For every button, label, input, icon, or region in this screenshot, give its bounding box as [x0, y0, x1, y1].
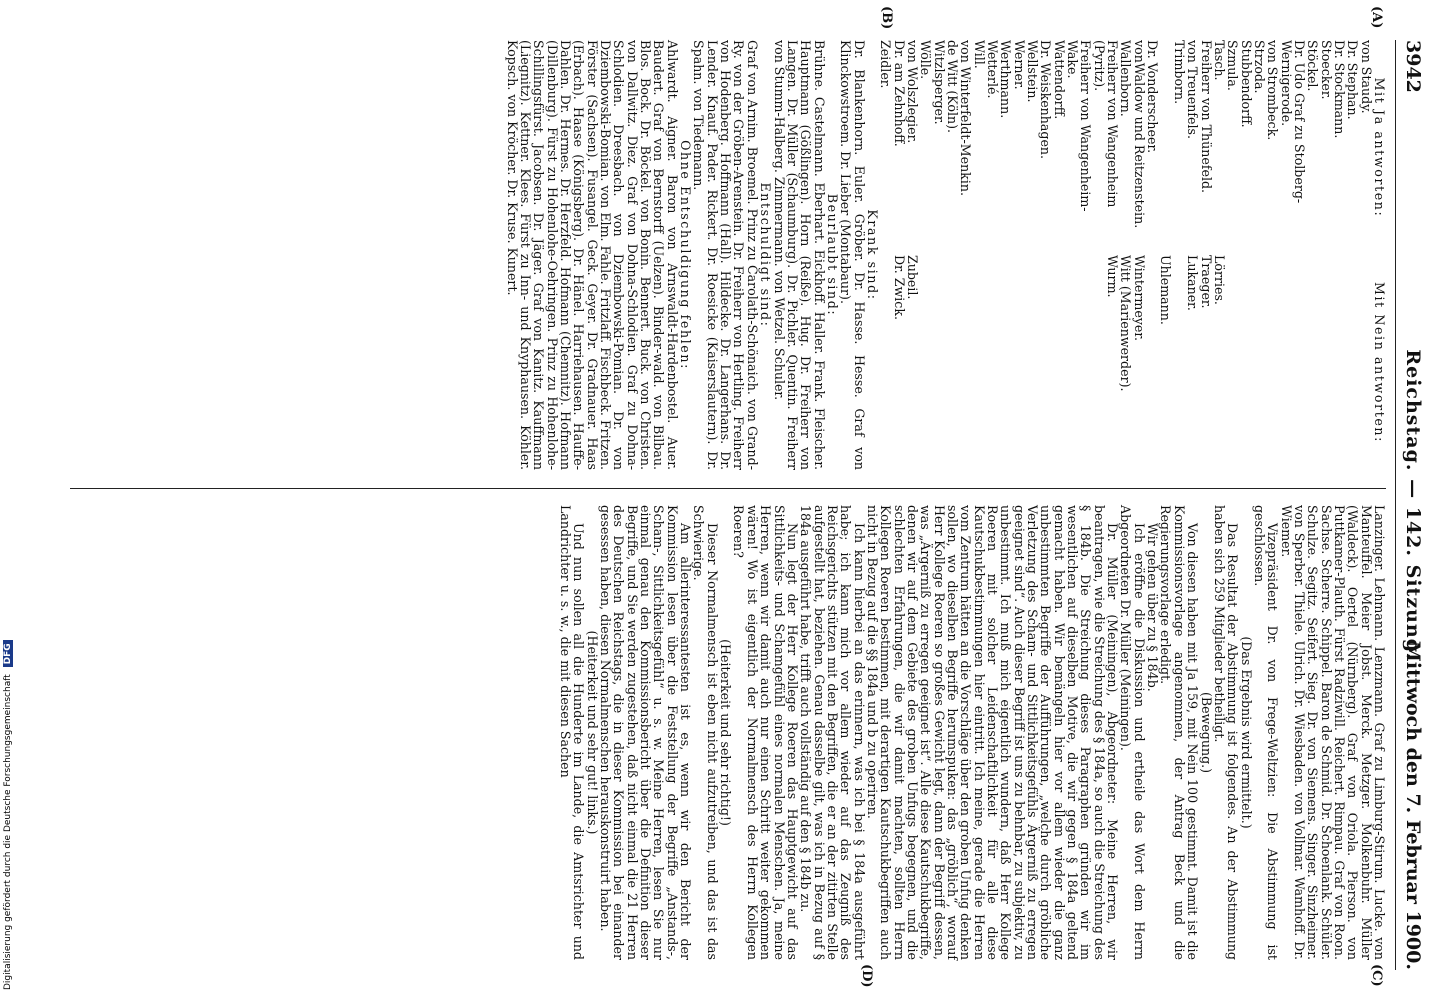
margin-mark-d: (D) — [859, 964, 874, 988]
paragraph: Dr. Müller (Meiningen), Abgeordneter: Meine Herren, wir beantragen, wie die Streichung des § 184a, so auch die Streichung des § 184b. Die Streichung dieses Paragraphen gründen wir im wesentlichen auf dieselben Motive, die wir gegen § 184a geltend gemacht haben. Wir bemängeln hier vor allem wieder die ganz unbestimmten Begriffe der Aufführungen, „welche durch gröbliche Verletzung des Scham- und Sittlichkeitsgefühls Ärgerniß zu erregen geeignet sind“. Auch dieser Begriff ist uns zu behnbar, zu subjektiv, zu unbestimmt. Ich muß mich eigentlich wundern, daß Herr Kollege Roeren mit solcher Leidenschaftlichkeit für alle diese Kautschukbestimmungen hier eintritt. Ich meine, gerade die Herren vom Zentrum hätten an die Vorschläge über den groben Unfug denken sollen, wo dieselben Begriffe herumspuken: das „gröblich“, worauf Herr Kollege Roeren so großes Gewicht legt, dann der Begriff dessen, was „Ärgerniß zu erregen geeignet ist“. Alle diese Kautschukbegriffe, denen wir auf dem Gebiete des groben Unfugs begegnen, und die schlechten Erfahrungen, die wir damit machten, sollten Herrn Kollegen Roeren bestimmen, mit derartigen Kautschukbegriffen auch nicht in Bezug auf die §§ 184a und b zu operiren. — [864, 505, 1121, 960]
yes-name: von Wolszlegier. — [904, 40, 920, 144]
margin-mark-c: (C) — [1369, 964, 1384, 987]
stage-direction: (Heiterkeit und sehr richtig!) — [718, 639, 734, 826]
yes-name: Trimborn. — [1171, 40, 1187, 105]
paragraph: Vizepräsident Dr. von Frege-Weltzien: Die Abstimmung ist geschlossen. — [1251, 505, 1281, 960]
vote-lists-tail — [879, 40, 919, 470]
dfg-logo: DFG — [3, 640, 13, 667]
yes-name: de Witt (Köln). — [945, 40, 960, 134]
no-name: Dr. Zwick. — [891, 255, 907, 320]
page-header — [1395, 40, 1426, 970]
yes-name: Stoecker. — [1318, 40, 1334, 100]
excused-text: Graf von Arnim. Broemel. Prinz zu Carolath-Schönaich. von Grand-Ry. von der Gröben-Arenstein. Dr. Freiherr von Hertling. Freiherr von Hodenberg. Hoffmann (Hall). Hildecke. Dr. Langerhans. Dr. Lender. Knauf. Pader. Rickert. Dr. Roesicke (Kaiserslautern). Dr. Spahn. von Tiedemann. — [691, 40, 760, 470]
yes-name: Dr. am Zehnhoff. — [891, 40, 907, 147]
right-column — [559, 505, 1386, 960]
digitization-credit — [3, 640, 13, 990]
yes-name: Dr. Vonderscheer. — [1145, 40, 1161, 154]
absent-heading: Ohne Entschuldigung fehlen: — [678, 140, 694, 370]
yes-name: von Staudy. — [1358, 40, 1374, 114]
yes-name: Wetterlé. — [985, 40, 1001, 99]
yes-name: Szmula. — [1225, 40, 1241, 91]
paragraph: Ich eröffne die Diskussion und ertheile das Wort dem Herrn Abgeordneten Dr. Müller (Meiningen). — [1118, 505, 1147, 960]
yes-name: Will. — [971, 40, 987, 69]
page-title: Reichstag. — 142. Sitzung. — [1402, 349, 1424, 661]
yes-name: Dr. Stephan. — [1345, 40, 1361, 120]
yes-name: von Treuenfels. — [1185, 40, 1201, 139]
vote-headings — [1373, 40, 1386, 470]
no-name: Traeger. — [1198, 255, 1214, 309]
no-name — [1293, 255, 1306, 470]
paragraph: Wir gehen über zu § 184b. — [1145, 523, 1161, 692]
no-name — [1146, 255, 1159, 470]
no-name — [1226, 255, 1239, 470]
margin-mark-b: (B) — [879, 6, 894, 30]
paragraph: Am allerinteressantesten ist es, wenn wir den Bericht der Kommission lesen über die Feststellung der Begriffe „Anstands-, Scham-, Sittlichkeitsgefühl“ u. s. w. Meine Herren, lesen Sie nur einmal genau den Kommissionsbericht über die Definition dieser Begriffe, und Sie werden zugestehen, daß nicht einmal die 21 Herren des Deutschen Reichstags, die in dieser Kommission bei einander gesessen haben, diesen Normalmenschen herauskonstruirt haben. — [598, 505, 694, 960]
yes-name: Freiherr von Wangenheim — [1105, 40, 1121, 208]
no-name — [1253, 255, 1266, 470]
yes-name: vonWaldow und Reitzenstein. — [1131, 40, 1147, 229]
leave-heading: Beurlaubt sind: — [824, 193, 840, 317]
yes-name: Wattendorff. — [1051, 40, 1067, 120]
yes-name — [1159, 40, 1172, 255]
yes-name: Wellstein. — [1025, 40, 1041, 103]
yes-name: von Strombeck. — [1265, 40, 1281, 141]
no-name: Zubeil. — [904, 255, 920, 300]
margin-mark-a: (A) — [1369, 6, 1384, 29]
column-divider — [70, 488, 1386, 489]
no-heading: Mit Nein antworten: — [1372, 282, 1387, 443]
yes-name: Strzoda. — [1251, 40, 1267, 94]
no-name — [1306, 255, 1319, 470]
no-name — [1266, 255, 1279, 470]
yes-name: Werner. — [1011, 40, 1027, 90]
page-number: 3942 — [1402, 40, 1424, 93]
no-name — [1346, 255, 1359, 470]
no-name — [1333, 255, 1346, 470]
no-name — [1239, 255, 1252, 470]
no-name — [1279, 255, 1292, 470]
paragraph: Dieser Normalmensch ist eben nicht aufzutreiben, und das ist das Schwierige. — [691, 505, 720, 960]
yes-name: Wölle. — [918, 40, 934, 80]
no-name: Lukaner. — [1185, 255, 1201, 311]
names-block: Lanzinger. Lehmann. Lenzmann. Graf zu Limburg-Stirum. Lucke. von Manteuffel. Meier Jobst. Merck. Metzger. Molkenbuhr. Müller (Waldeck). Oertel (Nürnberg). Graf von Oriola. Pierson. von Puttkamer-Plauth. Fürst Radziwill. Reichert. Rimpau. Graf von Roon. Sachse. Scherre. Schippel. Baron de Schmid. Dr. Schoenlank. Schüler. Schulze. Segitz. Seifert. Sieg. Dr. von Siemens. Singer. Sinzheimer. von Sperber. Thiele. Ulrich. Dr. Wiesbaden. von Vollmar. Wamhoff. Dr. Wiemer. — [1278, 505, 1387, 960]
no-name: Wintermeyer. — [1131, 255, 1147, 341]
rotated-page — [50, 0, 1434, 1000]
paragraph: Und nun sollen all die Hunderte im Lande, die Amtsrichter und Landrichter u. s. w., die mit diesen Sachen — [558, 505, 587, 960]
yes-name: Freiherr von Thünefeld. — [1198, 40, 1214, 194]
stage-direction: (Heiterkeit und sehr gut! links.) — [584, 630, 600, 835]
yes-name: Wernigerode. — [1278, 40, 1294, 127]
stage-direction: (Bewegung.) — [1198, 691, 1214, 774]
after-list — [879, 40, 919, 255]
yes-name: Tasch. — [1211, 40, 1227, 81]
session-date: Mittwoch den 7. Februar 1900. — [1402, 640, 1424, 970]
credit-text: Digitalisierung gefördert durch die Deutsche Forschungsgemeinschaft — [3, 674, 13, 990]
no-list — [919, 255, 1373, 470]
no-name: Uhlemann. — [1158, 255, 1174, 325]
left-column — [505, 40, 1386, 470]
absent-text: Ahlwardt. Aigner. Baron von Arnswaldt-Hardenbostel. Auer. Baudert. Graf von Bernstorff (Uelzen). Binder-wald. von Bilbau. Blos. Bock. Dr. Böckel. von Bonin. Bennert. Buck. von Christen. von Dallwitz. Diez. Graf von Dohna-Schlodien. Graf zu Dohna-Schlodien. Dreesbach. von Dziembowski-Pomian. Dr. von Dziembowski-Bomian. von Elm. Fahle. Fritzlaff. Fischbeck. Fritzen. Förster (Sachsen). Fusangel. Geck. Geyer. Dr. Gradnauer. Haas (Erbach). Haase (Königsberg). Dr. Hänel. Harriehausen. Hauffe-Dahlen. Dr. Hermes. Dr. Herzfeld. Hofmann (Chemnitz). Hofmann (Dillenburg). Fürst zu Hohenlohe-Oehringen. Prinz zu Hohenlohe-Schillingsfürst. Jacobsen. Dr. Jäger. Graf von Kanitz. Kauffmann (Liegnitz). Kettner. Klees. Fürst zu Inn- und Knyphausen. Köhler. Kopsch. von Kröcher. Dr. Kruse. Kunert. — [504, 40, 680, 470]
paragraph: Nun legt der Herr Kollege Roeren das Hauptgewicht auf das Sittlichkeits- und Schamgefühl eines normalen Menschen. Ja, meine Herren, wenn wir damit auch nur einen Schritt weiter gekommen wären! Wo ist eigentlich der Normalmensch des Herrn Kollegen Roeren? — [731, 505, 800, 960]
no-name: Wurm. — [1105, 255, 1121, 298]
yes-name: Dr. Stockmann. — [1331, 40, 1347, 139]
sick-text: Dr. Blankenhorn. Euler. Gröber. Dr. Hasse. Hesse. Graf von Klinckowstroem. Dr. Lieber (Montabaur). — [838, 40, 867, 470]
yes-name: Wake. — [1065, 40, 1081, 79]
yes-heading: Mit Ja antworten: — [1372, 77, 1387, 218]
sick-heading: Krank sind: — [864, 209, 880, 301]
yes-name: Dr. Udo Graf zu Stolberg- — [1291, 40, 1307, 204]
yes-name: Stubbendorff. — [1238, 40, 1254, 128]
yes-name: Wallenborn. — [1118, 40, 1134, 117]
yes-name: Witzlsperger. — [931, 40, 947, 125]
paragraph: Ich kann hierbei an das erinnern, was ich bei § 184a ausgeführt habe; ich kann mich vor allem wieder auf das Zeugniß des Reichsgerichts stützen mit den Begriffen, die er an der zitirten Stelle aufgestellt hat, beziehen. Genau dasselbe gilt, was ich in Bezug auf § 184a ausgeführt habe, trifft auch vollständig auf den § 184b zu. — [798, 505, 867, 960]
yes-list — [919, 40, 1373, 255]
yes-name: (Pyritz). — [1091, 40, 1107, 92]
yes-name: Werthmann. — [998, 40, 1014, 119]
no-name: Lörries. — [1211, 255, 1227, 305]
after-right-list — [879, 255, 919, 470]
excused-heading: Entschuldigt sind: — [758, 182, 774, 328]
yes-name: von Winterfeldt-Menkin. — [958, 40, 974, 196]
no-name — [1173, 255, 1186, 470]
yes-name: Zeidler. — [878, 40, 894, 89]
leave-text: Brühne. Castelmann. Eberhart. Eickhoff. Haller. Frank. Fleischer. Hauptmann (Gößlingen). Horn (Reiße). Hug. Dr. Freiherr von Langen. Dr. Müller (Schaumburg). Dr. Pichler. Quentin. Freiherr von Stumm-Halberg. Zimmermann. von Wetzel. Schuler. — [771, 40, 827, 470]
yes-name: Dr. Weiskenhagen. — [1038, 40, 1054, 160]
paragraph: Das Resultat der Abstimmung ist folgendes. An der Abstimmung haben sich 259 Mitglieder betheiligt. — [1211, 505, 1241, 960]
no-name — [1319, 255, 1332, 470]
paragraph: Von diesen haben mit Ja 159, mit Nein 100 gestimmt. Damit ist die Kommissionsvorlage angenommen, der Antrag Beck und die Regierungsvorlage erledigt. — [1158, 505, 1201, 960]
no-name: Witt (Marienwerder). — [1118, 255, 1134, 392]
stage-direction: (Das Ergebnis wird ermittelt.) — [1238, 636, 1254, 829]
yes-name: Freiherr von Wangenheim- — [1078, 40, 1094, 212]
yes-name: Stöckel. — [1305, 40, 1321, 92]
no-name — [1359, 255, 1372, 470]
vote-lists — [919, 40, 1373, 470]
